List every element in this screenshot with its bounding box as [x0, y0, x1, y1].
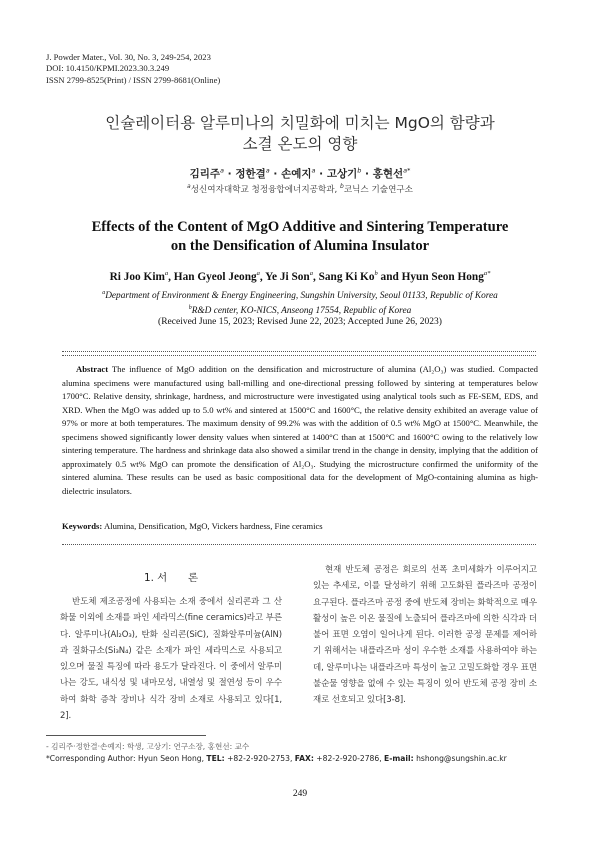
email-link[interactable]: hshong@sungshin.ac.kr: [413, 754, 507, 763]
author: 정한결$^a$ ·: [235, 166, 282, 180]
footnote-rule: [46, 735, 206, 736]
author: Ye Ji Son$^a$,: [265, 270, 319, 283]
author: Ri Joo Kim$^a$,: [109, 270, 174, 283]
korean-title-line-2: 소결 온도의 영향: [242, 135, 358, 153]
abstract: [62, 363, 538, 498]
author: 고상기$^b$ ·: [326, 166, 373, 180]
doi[interactable]: DOI: 10.4150/KPMI.2023.30.3.249: [46, 63, 170, 74]
author: Hyun Seon Hong$^{a*}$: [401, 270, 491, 283]
body-column-left: [60, 594, 282, 724]
journal-citation: J. Powder Mater., Vol. 30, No. 3, 249-254, 2023: [46, 52, 211, 62]
body-column-right: [313, 562, 537, 708]
keywords: [62, 521, 538, 531]
author-roles-note: - 김리주·정한결·손예지: 학생, 고상기: 연구소장, 홍현선: 교수: [46, 742, 250, 751]
korean-affiliations: $^a$성신여자대학교 청정융합에너지공학과, $^b$코닉스 기술연구소: [187, 183, 413, 195]
keywords-text: Alumina, Densification, MgO, Vickers hardness, Fine ceramics: [103, 521, 323, 531]
issn: ISSN 2799-8525(Print) / ISSN 2799-8681(Online): [46, 74, 221, 85]
keywords-label: Keywords:: [62, 521, 103, 531]
author: 홍현선$^{a*}$: [372, 166, 411, 180]
submission-dates: (Received June 15, 2023; Revised June 22, 2023; Accepted June 26, 2023): [158, 317, 442, 327]
english-affiliations: [0, 287, 600, 318]
top-dotted-divider: [62, 351, 536, 352]
author: Sang Ki Ko$^b$ and: [318, 270, 402, 283]
paragraph: 반도체 제조공정에 사용되는 소재 중에서 실리콘과 그 산화물 이외에 소재를 파인 세라믹스(fine ceramics)라고 부른다. 알루미나(Al₂O₃), 탄화 실리콘(SiC), 질화알루미늄(AlN)과 질화규소(Si₃N₄) 같은 소재가 파인 세라믹스로 사용되고 있으며 물질 특징에 따라 용도가 달라진다. 이 중에서 알루미나는 강도, 내식성 및 내마모성, 내열성 및 절연성 등이 우수하여 화학 증착 장비나 식각 장비 소재로 사용되고 있다[1, 2].: [60, 597, 282, 721]
bottom-dotted-divider: [62, 544, 536, 545]
english-title-line-2: on the Densification of Alumina Insulator: [170, 238, 430, 254]
korean-author-list: [0, 166, 600, 181]
top-dotted-divider-2: [62, 355, 536, 356]
paragraph: 현재 반도체 공정은 회로의 선폭 초미세화가 이루어지고 있는 추세로, 이를 달성하기 위해 고도화된 플라즈마 공정이 요구된다. 플라즈마 공정 중에 반도체 장비는 화학적으로 매우 활성이 높은 이온 물질에 노출되어 플라즈마에 의한 식각과 더불어 표면 오염이 일어나게 된다. 이러한 공정 문제를 제어하기 위해서는 내플라즈마 성이 우수한 소재를 사용하여야 하는데, 알루미나는 내플라즈마 특성이 높고 고밀도화할 경우 표면 불순물 영향을 없애 수 있는 특징이 있어 반도체 공정 장비 소재로 선호되고 있다[3-8].: [313, 565, 537, 705]
english-title: [0, 218, 600, 256]
english-author-list: [0, 270, 600, 283]
english-title-line-1: Effects of the Content of MgO Additive and Sintering Temperature: [91, 219, 509, 235]
korean-title-line-1: 인슐레이터용 알루미나의 치밀화에 미치는 MgO의 함량과: [105, 114, 495, 132]
author: 손예지$^a$ ·: [281, 166, 327, 180]
page-number: 249: [292, 789, 308, 799]
author: Han Gyeol Jeong$^a$,: [173, 270, 266, 283]
affiliation-a: $^a$Department of Environment & Energy Engineering, Sungshin University, Seoul 01133, Republic of Korea: [102, 290, 498, 302]
journal-meta: [46, 52, 220, 86]
footnotes: [46, 741, 507, 765]
abstract-label: Abstract: [76, 364, 109, 374]
abstract-text: The influence of MgO addition on the densification and microstructure of alumina (Al₂O₃) was studied. Compacted alumina specimens were manufactured using ball-milling and one-directional pressing followed by sintering at temperatures below 1700°C. Relative density, shrinkage, hardness, and microstructure were investigated using analytical tools such as FE-SEM, EDS, and XRD. When the MgO was added up to 5.0 wt% and sintered at 1500°C and 1600°C, the relative density exhibited an average value of 97% or more at both temperatures. The maximum density of 99.2% was with the addition of 0.5 wt% MgO at 1500°C. Meanwhile, the specimens showed significantly lower density values when sintered at 1400°C than at 1500°C and 1600°C owing to the relatively low sintering temperature. The hardness and shrinkage data also showed a similar trend in the change in density, implying that the addition of approximately 0.5 wt% MgO can promote the densification of Al₂O₃. Studying the microstructure confirmed the uniformity of the sintered alumina. These results can be used as basic compositional data for the development of MgO-containing alumina as high-dielectric insulators.: [62, 364, 538, 496]
author: 김리주$^a$ ·: [189, 166, 236, 180]
corresponding-author-note: *Corresponding Author: Hyun Seon Hong, TEL: +82-2-920-2753, FAX: +82-2-920-2786, E-mail: hshong@sungshin.ac.kr: [46, 754, 507, 763]
korean-title: [0, 113, 600, 155]
affiliation-b: $^b$R&D center, KO-NICS, Anseong 17554, Republic of Korea: [188, 305, 412, 317]
section-heading-introduction: 1. 서 론: [143, 572, 199, 584]
